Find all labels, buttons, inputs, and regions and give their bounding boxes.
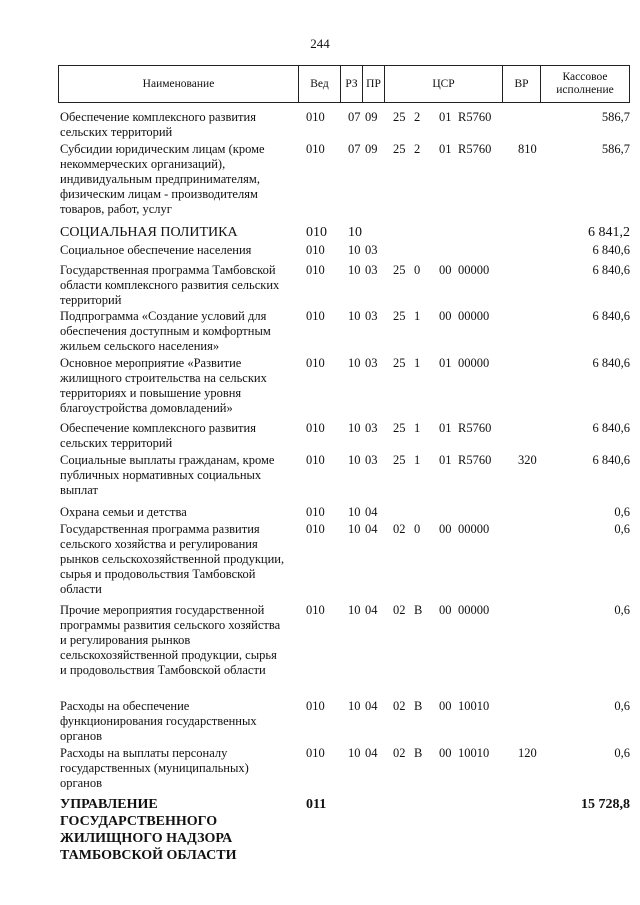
row-amount: 0,6 [614, 603, 630, 617]
row-ved: 010 [306, 263, 325, 277]
row-amount: 6 840,6 [592, 421, 630, 435]
row-amount: 0,6 [614, 746, 630, 760]
row-csr-subprogram: В [414, 746, 423, 760]
header-pr: ПР [363, 66, 385, 102]
row-csr-subprogram: 1 [414, 421, 421, 435]
row-pr: 04 [365, 746, 378, 760]
row-vr: 120 [518, 746, 537, 760]
row-amount: 0,6 [614, 505, 630, 519]
row-name: Субсидии юридическим лицам (кроме некоммерческих организаций), индивидуальным предпринимателям, физическим лицам - производителям товаров, работ, услуг [60, 142, 265, 216]
row-rz: 10 [348, 309, 361, 323]
row-csr-subprogram: 0 [414, 263, 421, 277]
row-rz: 10 [348, 243, 361, 257]
row-csr-subprogram: 0 [414, 522, 421, 536]
row-rz: 10 [348, 263, 361, 277]
row-name: Социальные выплаты гражданам, кроме публичных нормативных социальных выплат [60, 453, 275, 497]
row-name: Расходы на обеспечение функционирования государственных органов [60, 699, 257, 743]
row-csr-direction: 00000 [458, 309, 490, 323]
header-csr: ЦСР [385, 66, 503, 102]
row-pr: 03 [365, 356, 378, 370]
row-csr-event: 00 [439, 746, 452, 760]
row-rz: 10 [348, 522, 361, 536]
row-vr: 320 [518, 453, 537, 467]
row-ved: 010 [306, 505, 325, 519]
row-name: Обеспечение комплексного развития сельских территорий [60, 110, 256, 139]
row-ved: 010 [306, 699, 325, 713]
row-ved: 010 [306, 243, 325, 257]
table-header [58, 65, 630, 103]
header-ved: Вед [299, 66, 341, 102]
row-csr-subprogram: 1 [414, 309, 421, 323]
row-ved: 010 [306, 309, 325, 323]
row-csr-direction: 00000 [458, 522, 490, 536]
row-amount: 0,6 [614, 699, 630, 713]
row-pr: 04 [365, 522, 378, 536]
row-rz: 10 [348, 225, 362, 240]
row-csr-event: 00 [439, 522, 452, 536]
budget-table [58, 65, 630, 863]
row-name: Прочие мероприятия государственной программы развития сельского хозяйства и регулирования рынков сельскохозяйственной продукции, сырья и продовольствия Тамбовской области [60, 603, 281, 677]
row-csr-direction: 00000 [458, 263, 490, 277]
row-name: Обеспечение комплексного развития сельских территорий [60, 421, 256, 450]
header-vr: ВР [503, 66, 541, 102]
row-csr-event: 00 [439, 309, 452, 323]
row-pr: 09 [365, 142, 378, 156]
row-name: Государственная программа развития сельского хозяйства и регулирования рынков сельскохозяйственной продукции, сырья и продовольствия Тамбовской области [60, 522, 285, 596]
row-amount: 586,7 [601, 142, 630, 156]
row-csr-subprogram: 2 [414, 142, 421, 156]
row-pr: 03 [365, 453, 378, 467]
row-csr-subprogram: В [414, 699, 423, 713]
row-ved: 010 [306, 356, 325, 370]
row-csr-event: 01 [439, 421, 452, 435]
row-amount: 6 840,6 [592, 356, 630, 370]
row-vr: 810 [518, 142, 537, 156]
row-amount: 586,7 [601, 110, 630, 124]
row-ved: 010 [306, 453, 325, 467]
row-csr-program: 25 [393, 142, 406, 156]
row-amount: 15 728,8 [581, 797, 630, 812]
row-pr: 04 [365, 505, 378, 519]
header-name: Наименование [59, 66, 299, 102]
row-pr: 03 [365, 243, 378, 257]
row-rz: 07 [348, 142, 361, 156]
row-amount: 6 840,6 [592, 453, 630, 467]
row-csr-direction: 10010 [458, 746, 490, 760]
row-ved: 010 [306, 142, 325, 156]
row-rz: 10 [348, 421, 361, 435]
row-amount: 6 840,6 [592, 243, 630, 257]
row-ved: 010 [306, 225, 327, 240]
row-rz: 10 [348, 603, 361, 617]
row-csr-direction: 00000 [458, 603, 490, 617]
row-amount: 6 840,6 [592, 309, 630, 323]
row-csr-program: 02 [393, 603, 406, 617]
row-name: Государственная программа Тамбовской области комплексного развития сельских территорий [60, 263, 280, 307]
row-csr-subprogram: 2 [414, 110, 421, 124]
row-name: Расходы на выплаты персоналу государственных (муниципальных) органов [60, 746, 249, 790]
row-csr-event: 01 [439, 453, 452, 467]
row-csr-program: 02 [393, 746, 406, 760]
row-pr: 03 [365, 421, 378, 435]
row-name: СОЦИАЛЬНАЯ ПОЛИТИКА [60, 225, 238, 240]
row-csr-direction: 10010 [458, 699, 490, 713]
row-csr-event: 01 [439, 142, 452, 156]
row-csr-program: 25 [393, 453, 406, 467]
row-csr-subprogram: 1 [414, 356, 421, 370]
row-amount: 6 841,2 [588, 225, 630, 240]
row-ved: 010 [306, 421, 325, 435]
row-pr: 04 [365, 699, 378, 713]
row-rz: 10 [348, 453, 361, 467]
row-name: Основное мероприятие «Развитие жилищного строительства на сельских территориях и повышение уровня благоустройства домовладений» [60, 356, 267, 415]
row-name: УПРАВЛЕНИЕ ГОСУДАРСТВЕННОГО ЖИЛИЩНОГО НАДЗОРА ТАМБОВСКОЙ ОБЛАСТИ [60, 797, 237, 863]
row-csr-program: 25 [393, 263, 406, 277]
header-rz: РЗ [341, 66, 363, 102]
row-name: Охрана семьи и детства [60, 505, 187, 519]
row-csr-event: 01 [439, 110, 452, 124]
row-amount: 6 840,6 [592, 263, 630, 277]
row-csr-program: 25 [393, 110, 406, 124]
page-number: 244 [310, 36, 330, 51]
row-csr-direction: R5760 [458, 142, 492, 156]
row-rz: 10 [348, 505, 361, 519]
row-csr-program: 02 [393, 522, 406, 536]
row-csr-event: 00 [439, 699, 452, 713]
row-ved: 010 [306, 603, 325, 617]
row-amount: 0,6 [614, 522, 630, 536]
row-csr-direction: R5760 [458, 110, 492, 124]
row-pr: 03 [365, 263, 378, 277]
row-ved: 011 [306, 797, 327, 812]
row-name: Социальное обеспечение населения [60, 243, 252, 257]
row-rz: 07 [348, 110, 361, 124]
row-csr-program: 25 [393, 309, 406, 323]
row-pr: 03 [365, 309, 378, 323]
row-pr: 09 [365, 110, 378, 124]
row-name: Подпрограмма «Создание условий для обеспечения доступным и комфортным жильем сельского населения» [60, 309, 271, 353]
row-ved: 010 [306, 110, 325, 124]
row-csr-program: 02 [393, 699, 406, 713]
header-amount: Кассовое исполнение [556, 71, 614, 96]
row-rz: 10 [348, 746, 361, 760]
row-rz: 10 [348, 356, 361, 370]
row-csr-event: 01 [439, 356, 452, 370]
row-csr-program: 25 [393, 421, 406, 435]
row-csr-event: 00 [439, 603, 452, 617]
row-csr-subprogram: В [414, 603, 423, 617]
row-rz: 10 [348, 699, 361, 713]
row-csr-subprogram: 1 [414, 453, 421, 467]
row-pr: 04 [365, 603, 378, 617]
row-ved: 010 [306, 522, 325, 536]
row-csr-event: 00 [439, 263, 452, 277]
row-csr-direction: R5760 [458, 421, 492, 435]
row-ved: 010 [306, 746, 325, 760]
row-csr-direction: 00000 [458, 356, 490, 370]
row-csr-direction: R5760 [458, 453, 492, 467]
row-csr-program: 25 [393, 356, 406, 370]
